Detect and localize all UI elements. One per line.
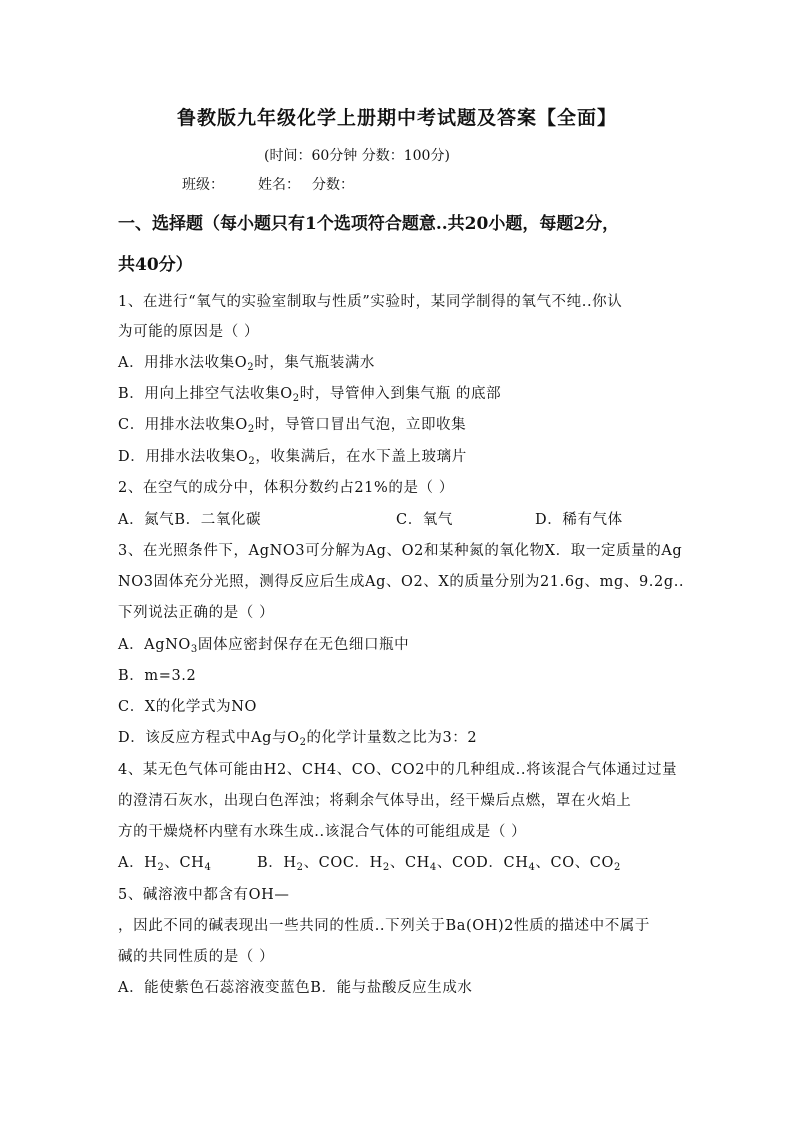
question-3-option-a: A．AgNO$_3$固体应密封保存在无色细口瓶中 <box>118 637 410 655</box>
question-3-stem: 3、在光照条件下，AgNO3可分解为Ag、O2和某种氮的氧化物X．取一定质量的Ag <box>118 543 683 559</box>
question-5-options: A．能使紫色石蕊溶液变蓝色B．能与盐酸反应生成水 <box>118 980 473 996</box>
question-1-option-a: A．用排水法收集$O_2$时，集气瓶装满水 <box>118 355 376 373</box>
question-4-options <box>118 851 621 872</box>
question-1-option-d: D．用排水法收集$O_2$，收集满后，在水下盖上玻璃片 <box>118 449 467 467</box>
question-1-stem-cont: 为可能的原因是（ ） <box>118 324 260 340</box>
question-5-stem-cont: ，因此不同的碱表现出一些共同的性质..下列关于Ba(OH)2性质的描述中不属于 <box>118 918 650 934</box>
question-1-option-b: B．用向上排空气法收集$O_2$时，导管伸入到集气瓶 的底部 <box>118 386 502 404</box>
question-5-stem: 5、碱溶液中都含有OH— <box>118 887 290 903</box>
question-2-stem: 2、在空气的成分中，体积分数约占21%的是（ ） <box>118 480 454 496</box>
question-1-stem: 1、在进行“氧气的实验室制取与性质”实验时，某同学制得的氧气不纯..你认 <box>118 294 623 310</box>
page-title: 鲁教版九年级化学上册期中考试题及答案【全面】 <box>176 107 617 129</box>
question-2-options <box>118 508 623 529</box>
question-1-option-c: C．用排水法收集$O_2$时，导管口冒出气泡，立即收集 <box>118 417 467 435</box>
question-4-stem-cont: 的澄清石灰水，出现白色浑浊；将剩余气体导出，经干燥后点燃，罩在火焰上 <box>118 793 632 809</box>
section-heading: 一、选择题（每小题只有1个选项符合题意..共20小题，每题2分， <box>118 214 620 234</box>
question-4-stem-cont2: 方的干燥烧杯内壁有水珠生成..该混合气体的可能组成是（ ） <box>118 824 527 840</box>
question-3-option-b: B．m=3.2 <box>118 668 197 684</box>
exam-time-score: (时间：60分钟 分数：100分) <box>264 148 450 164</box>
question-5-stem-cont2: 碱的共同性质的是（ ） <box>118 949 275 965</box>
question-4-option-a: A．$H_2$、$CH_4$ <box>118 855 212 873</box>
section-heading-cont: 共40分） <box>118 255 193 275</box>
question-2-option-d: D．稀有气体 <box>535 512 623 528</box>
question-4-stem: 4、某无色气体可能由H2、CH4、CO、CO2中的几种组成..将该混合气体通过过量 <box>118 762 678 778</box>
student-info <box>182 174 354 194</box>
question-2-option-c: C．氧气 <box>396 512 453 528</box>
name-label: 姓名： <box>258 177 300 193</box>
question-3-option-d: D．该反应方程式中Ag与$O_2$的化学计量数之比为3：2 <box>118 730 478 748</box>
question-3-stem-cont2: 下列说法正确的是（ ） <box>118 605 275 621</box>
question-3-option-c: C．X的化学式为NO <box>118 699 257 715</box>
score-label: 分数： <box>312 177 354 193</box>
question-2-option-ab: A．氮气B．二氧化碳 <box>118 512 262 528</box>
question-3-stem-cont: NO3固体充分光照，测得反应后生成Ag、O2、X的质量分别为21.6g、mg、9.2g.. <box>118 574 685 590</box>
class-label: 班级： <box>182 177 224 193</box>
question-4-option-bcd: B．$H_2$、COC．$H_2$、$CH_4$、COD．$CH_4$、CO、$CO_2$ <box>257 855 621 873</box>
